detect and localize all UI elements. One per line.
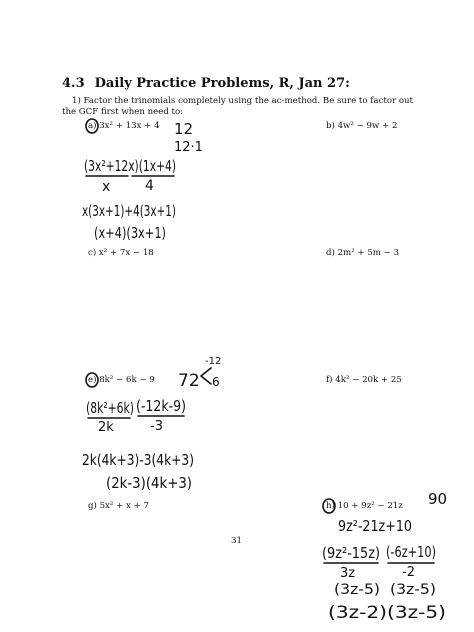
problem-b <box>326 121 397 131</box>
problem-g <box>88 501 149 511</box>
hw-e-branch <box>201 368 211 384</box>
problem-a <box>88 121 160 131</box>
hw-h-step1-den2: -2 <box>402 565 415 580</box>
hw-h-ac: 90 <box>428 490 448 508</box>
problem-c-expr: x² + 7x − 18 <box>98 248 154 258</box>
hw-e-pair-top: -12 <box>205 356 222 367</box>
page-number: 31 <box>231 536 242 546</box>
problem-g-expr: 5x² + x + 7 <box>99 501 149 511</box>
problem-h-expr: 10 + 9z² − 21z <box>337 501 403 511</box>
hw-h-reorder: 9z²-21z+10 <box>338 517 412 535</box>
problem-e-expr: 8k² − 6k − 9 <box>99 375 155 385</box>
hw-e-step2: 2k(4k+3)-3(4k+3) <box>82 451 194 469</box>
problem-c <box>88 248 154 258</box>
hw-e-step1-num2: (-12k-9) <box>136 397 186 415</box>
hw-e-ac: 72 <box>178 371 200 391</box>
section-title <box>62 76 360 91</box>
problem-a-label: a) <box>88 121 97 131</box>
hw-a-answer: (x+4)(3x+1) <box>94 224 166 242</box>
problem-e-label: e) <box>88 375 97 385</box>
hw-h-step2: (3z-5) (3z-5) <box>334 582 436 598</box>
hw-a-step1-den2: 4 <box>145 178 154 194</box>
hw-e-pair-bottom: 6 <box>212 375 220 389</box>
instructions-line-2: the GCF first when need to: <box>62 107 184 117</box>
hw-h-step1-num2: (-6z+10) <box>386 543 436 561</box>
problem-b-expr: 4w² − 9w + 2 <box>337 121 398 131</box>
hw-h-answer: (3z-2)(3z-5) <box>328 603 446 623</box>
instructions-line-1: 1) Factor the trinomials completely using the ac-method. Be sure to factor out <box>72 96 413 106</box>
hw-h-step1-num1: (9z²-15z) <box>322 544 380 562</box>
hw-e-answer: (2k-3)(4k+3) <box>106 474 192 492</box>
problem-f <box>326 375 402 385</box>
problem-h <box>326 501 403 511</box>
hw-h-step1-den1: 3z <box>340 566 356 581</box>
problem-g-label: g) <box>88 501 97 511</box>
problem-h-label: h) <box>326 501 335 511</box>
problem-e <box>88 375 155 385</box>
hw-a-pair: 12·1 <box>174 140 203 155</box>
problem-f-label: f) <box>326 375 333 385</box>
problem-c-label: c) <box>88 248 97 258</box>
section-number: 4.3 <box>62 76 85 91</box>
problem-a-expr: 3x² + 13x + 4 <box>99 121 160 131</box>
problem-d-expr: 2m² + 5m − 3 <box>337 248 400 258</box>
problem-b-label: b) <box>326 121 335 131</box>
problem-f-expr: 4k² − 20k + 25 <box>335 375 402 385</box>
problem-d-label: d) <box>326 248 335 258</box>
section-heading: Daily Practice Problems, R, Jan 27: <box>94 76 350 91</box>
hw-a-step1-num: (3x²+12x)(1x+4) <box>84 157 176 175</box>
hw-e-step1-den1: 2k <box>98 420 114 435</box>
hw-a-ac: 12 <box>174 120 194 138</box>
problem-d <box>326 248 399 258</box>
hw-e-step1-den2: -3 <box>150 419 163 434</box>
hw-a-step1-den1: x <box>102 179 111 195</box>
hw-a-step2: x(3x+1)+4(3x+1) <box>82 202 176 220</box>
hw-e-step1-num1: (8k²+6k) <box>86 399 134 417</box>
